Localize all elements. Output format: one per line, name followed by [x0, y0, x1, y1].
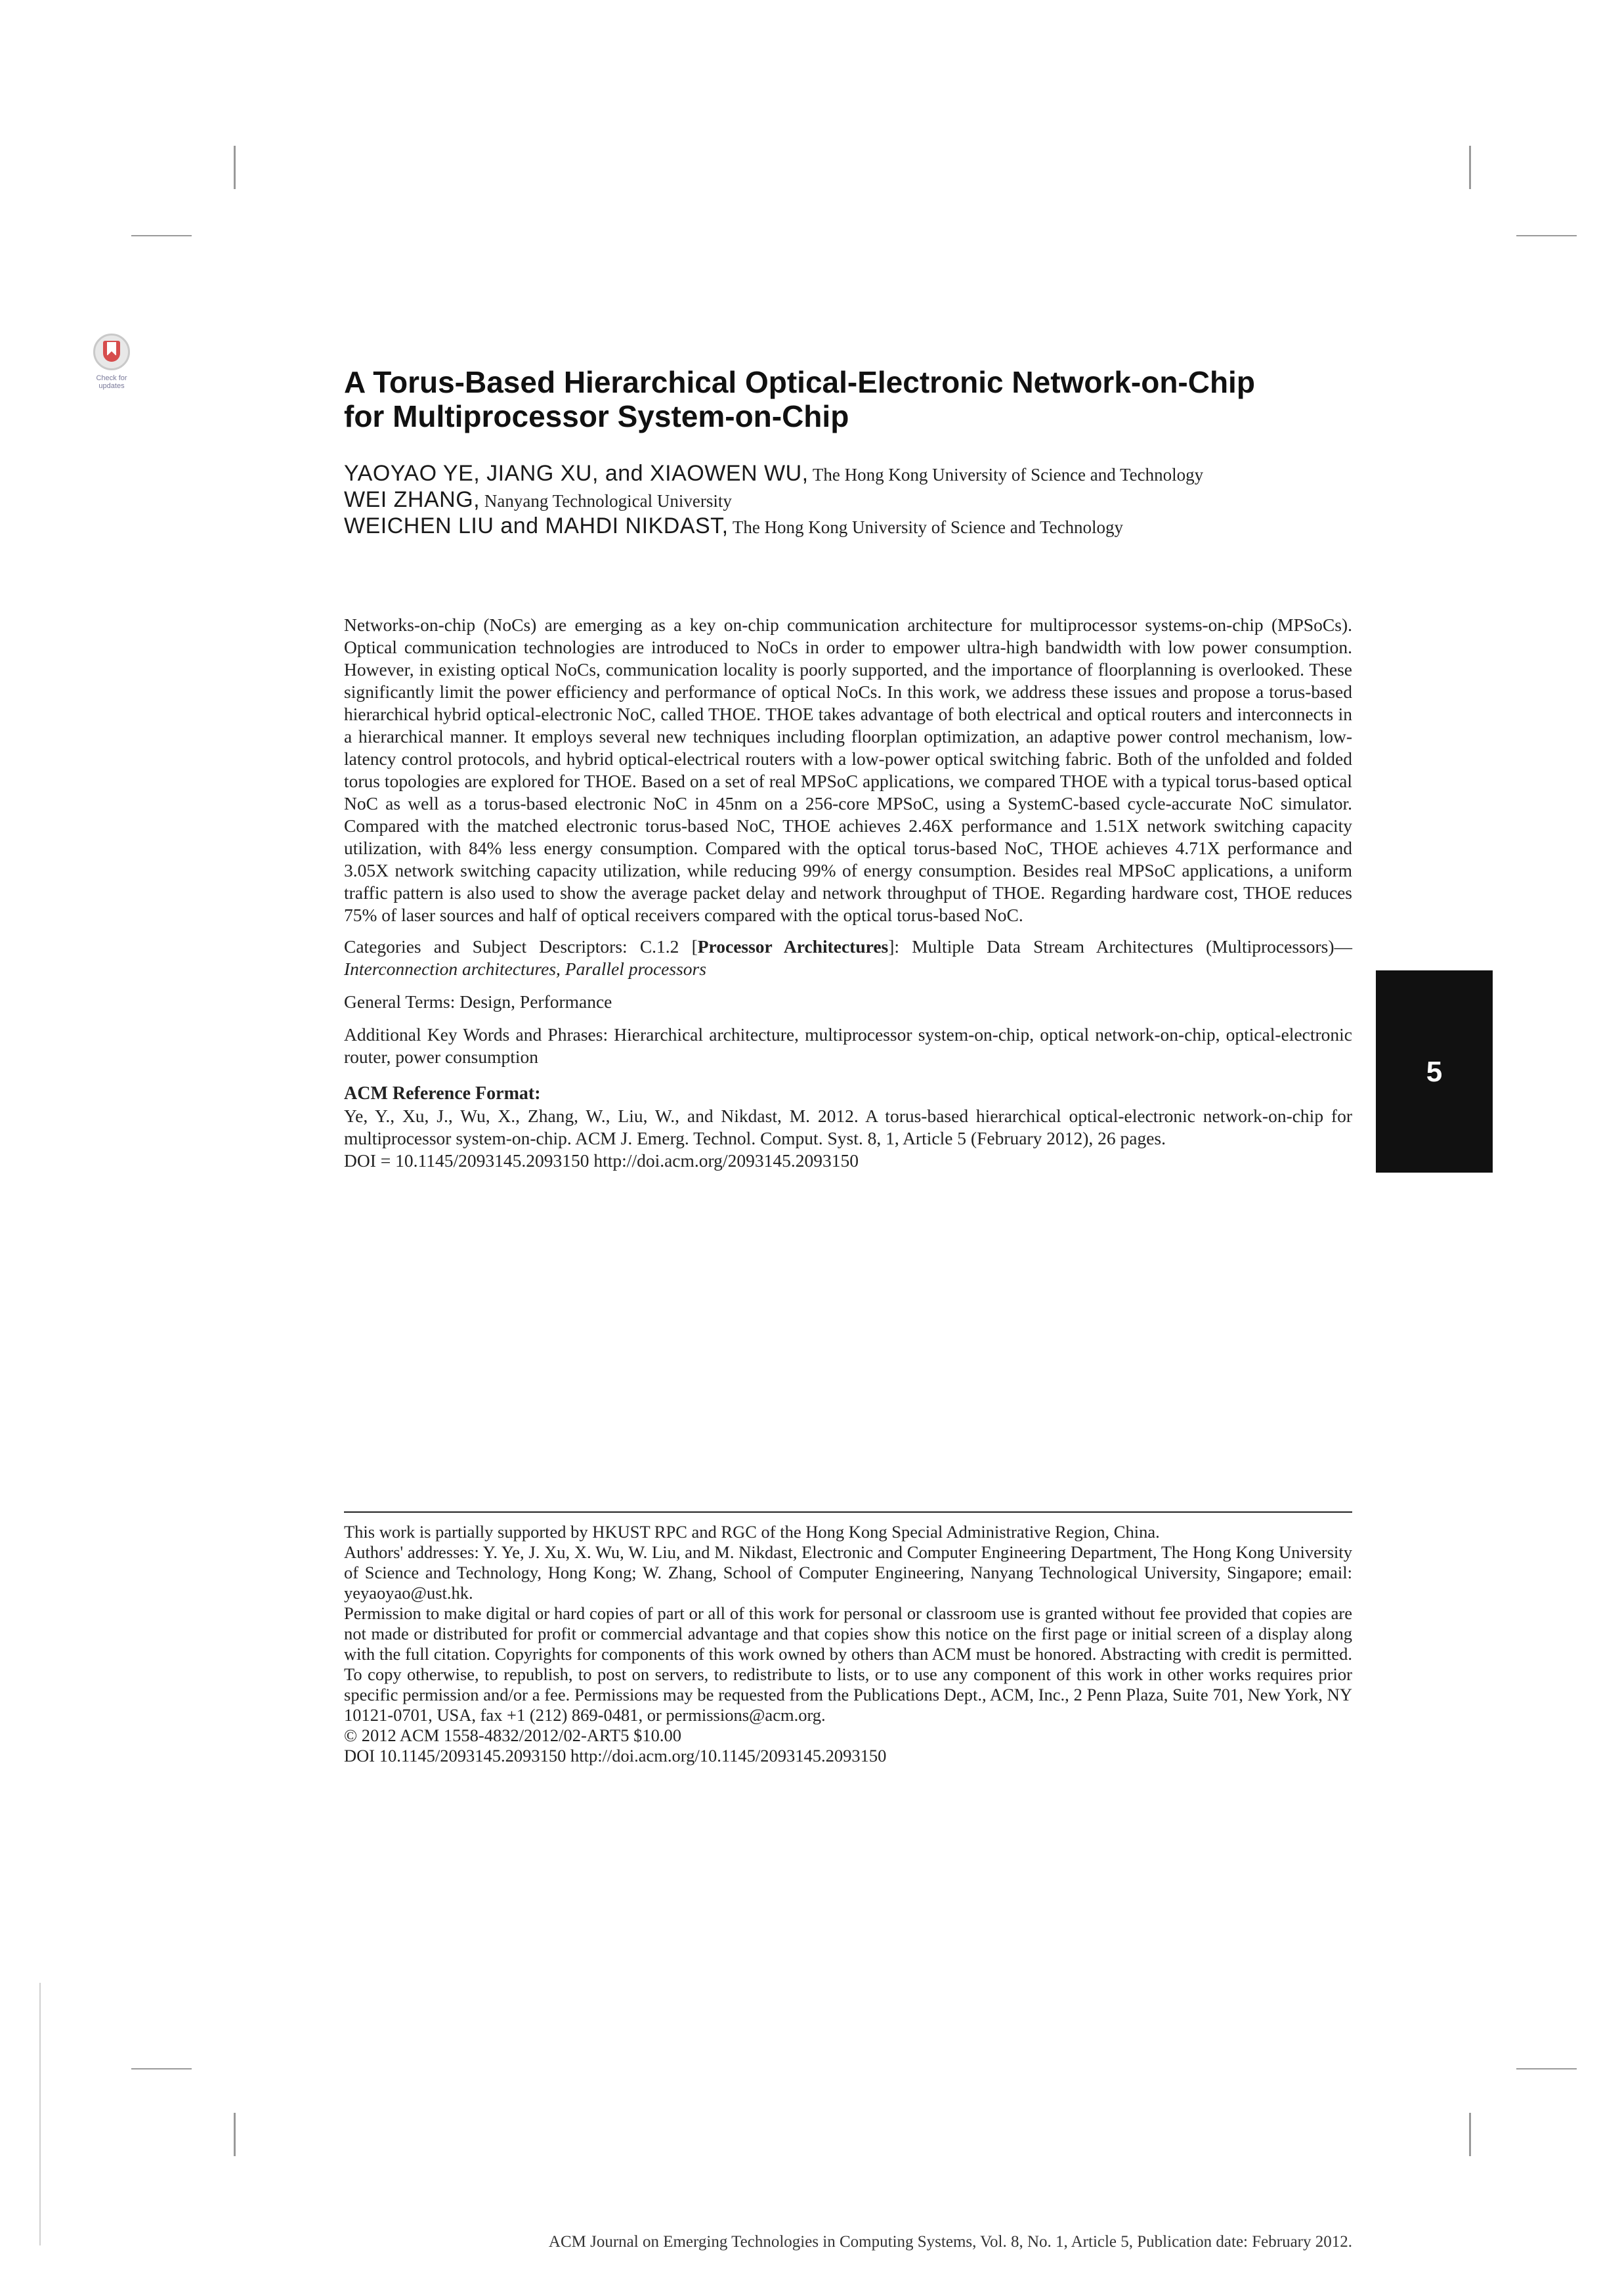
crop-mark-bottom-left-vertical	[234, 2113, 236, 2156]
crop-mark-top-right-vertical	[1469, 146, 1471, 189]
footnote-permission: Permission to make digital or hard copies of part or all of this work for personal or classroom use is granted without fee provided that copies are not made or distributed for profit or commercial advantage and that copies show this notice on the first page or initial screen of a display along with the full citation. Copyrights for components of this work owned by others than ACM must be honored. Abstracting with credit is permitted. To copy otherwise, to republish, to post on servers, to redistribute to lists, or to use any component of this work in other works requires prior specific permission and/or a fee. Permissions may be requested from the Publications Dept., ACM, Inc., 2 Penn Plaza, Suite 701, New York, NY 10121-0701, USA, fax +1 (212) 869-0481, or permissions@acm.org.	[344, 1603, 1352, 1725]
reference-format-doi: DOI = 10.1145/2093145.2093150 http://doi.acm.org/2093145.2093150	[344, 1150, 859, 1171]
bookmark-icon	[93, 334, 130, 370]
categories-italic: Interconnection architectures, Parallel processors	[344, 959, 706, 979]
categories-after: ]: Multiple Data Stream Architectures (Multiprocessors)—	[888, 936, 1352, 957]
author-line	[344, 513, 1368, 540]
general-terms: General Terms: Design, Performance	[344, 991, 612, 1012]
paper-title	[344, 365, 1368, 433]
crop-mark-bottom-left-horizontal	[131, 2068, 192, 2069]
author-names: WEI ZHANG,	[344, 487, 480, 512]
reference-format-heading: ACM Reference Format:	[344, 1083, 541, 1104]
crop-mark-top-right-horizontal	[1516, 235, 1577, 236]
article-number-tab	[1376, 970, 1493, 1173]
footnotes	[344, 1522, 1352, 1766]
front-matter	[344, 614, 1352, 1172]
footnote-doi: DOI 10.1145/2093145.2093150 http://doi.acm.org/10.1145/2093145.2093150	[344, 1746, 887, 1765]
abstract: Networks-on-chip (NoCs) are emerging as a key on-chip communication architecture for multiprocessor systems-on-chip (MPSoCs). Optical communication technologies are introduced to NoCs in order to empower ultra-high bandwidth with low power consumption. However, in existing optical NoCs, communication locality is poorly supported, and the importance of floorplanning is overlooked. These significantly limit the power efficiency and performance of optical NoCs. In this work, we address these issues and propose a torus-based hierarchical hybrid optical-electronic NoC, called THOE. THOE takes advantage of both electrical and optical routers and interconnects in a hierarchical manner. It employs several new techniques including floorplan optimization, an adaptive power control mechanism, low-latency control protocols, and hybrid optical-electrical routers with a low-power optical switching fabric. Both of the unfolded and folded torus topologies are explored for THOE. Based on a set of real MPSoC applications, we compared THOE with a typical torus-based optical NoC as well as a torus-based electronic NoC in 45nm on a 256-core MPSoC, using a SystemC-based cycle-accurate NoC simulator. Compared with the matched electronic torus-based NoC, THOE achieves 2.46X performance and 1.51X network switching capacity utilization, with 84% less energy consumption. Compared with the optical torus-based NoC, THOE achieves 4.71X performance and 3.05X network switching capacity utilization, while reducing 99% of energy consumption. Besides real MPSoC applications, a uniform traffic pattern is also used to show the average packet delay and network throughput of THOE. Regarding hardware cost, THOE reduces 75% of laser sources and half of optical receivers compared with the optical torus-based NoC.	[344, 615, 1352, 925]
footnote-rule	[344, 1511, 1352, 1513]
author-line	[344, 487, 1368, 513]
categories-bold: Processor Architectures	[697, 936, 889, 957]
scan-edge-line	[39, 1983, 41, 2245]
crop-mark-top-left-vertical	[234, 146, 236, 189]
crop-mark-bottom-right-vertical	[1469, 2113, 1471, 2156]
check-for-updates-label: Check for updates	[96, 374, 127, 390]
title-line-2: for Multiprocessor System-on-Chip	[344, 399, 849, 433]
author-affiliation: The Hong Kong University of Science and Technology	[812, 465, 1204, 485]
title-line-1: A Torus-Based Hierarchical Optical-Electronic Network-on-Chip	[344, 365, 1255, 399]
categories-descriptors	[344, 936, 1352, 980]
footnote-addresses: Authors' addresses: Y. Ye, J. Xu, X. Wu, W. Liu, and M. Nikdast, Electronic and Computer Engineering Department, The Hong Kong University of Science and Technology, Hong Kong; W. Zhang, School of Computer Engineering, Nanyang Technological University, Singapore; email: yeyaoyao@ust.hk.	[344, 1542, 1352, 1603]
footnote-copyright: © 2012 ACM 1558-4832/2012/02-ART5 $10.00	[344, 1725, 681, 1745]
author-block	[344, 461, 1368, 540]
article-number: 5	[1426, 1056, 1443, 1088]
check-for-updates-badge[interactable]	[91, 334, 133, 390]
author-names: WEICHEN LIU and MAHDI NIKDAST,	[344, 513, 729, 538]
categories-code: C.1.2 [	[639, 936, 698, 957]
author-line	[344, 461, 1368, 487]
crop-mark-top-left-horizontal	[131, 235, 192, 236]
running-footer: ACM Journal on Emerging Technologies in Computing Systems, Vol. 8, No. 1, Article 5, Publication date: February 2012.	[548, 2233, 1352, 2251]
reference-format-text: Ye, Y., Xu, J., Wu, X., Zhang, W., Liu, W., and Nikdast, M. 2012. A torus-based hierarchical optical-electronic network-on-chip for multiprocessor system-on-chip. ACM J. Emerg. Technol. Comput. Syst. 8, 1, Article 5 (February 2012), 26 pages.	[344, 1106, 1352, 1148]
crop-mark-bottom-right-horizontal	[1516, 2068, 1577, 2069]
keywords: Additional Key Words and Phrases: Hierarchical architecture, multiprocessor system-on-chip, optical network-on-chip, optical-electronic router, power consumption	[344, 1024, 1352, 1067]
author-names: YAOYAO YE, JIANG XU, and XIAOWEN WU,	[344, 461, 809, 486]
categories-label: Categories and Subject Descriptors:	[344, 936, 628, 957]
author-affiliation: Nanyang Technological University	[484, 491, 732, 511]
footnote-support: This work is partially supported by HKUST RPC and RGC of the Hong Kong Special Administrative Region, China.	[344, 1522, 1160, 1542]
author-affiliation: The Hong Kong University of Science and Technology	[732, 517, 1124, 537]
